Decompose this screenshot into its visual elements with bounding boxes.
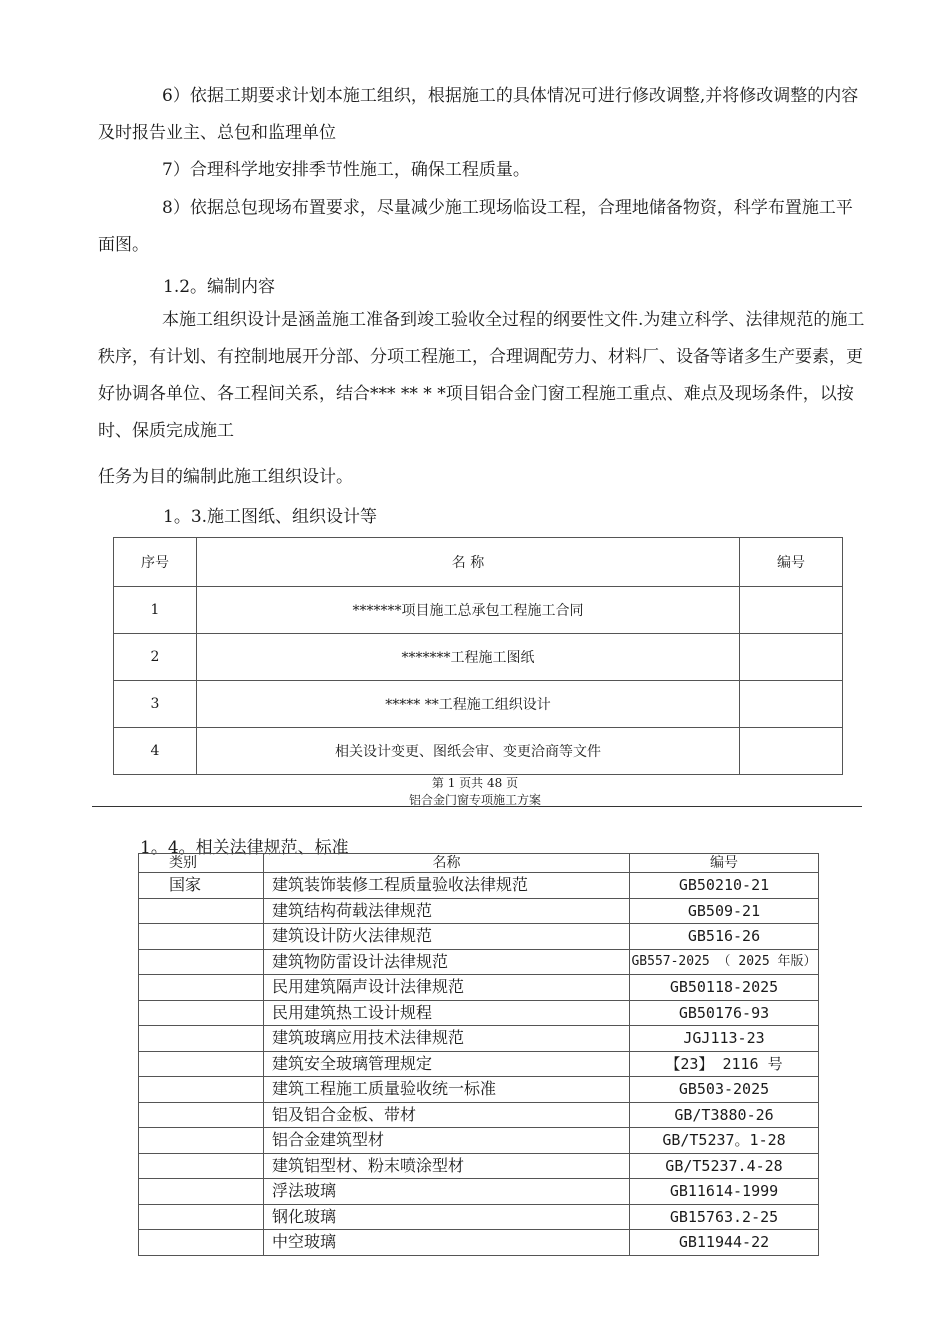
row-name: 民用建筑隔声设计法律规范	[264, 975, 630, 1001]
table-row	[139, 924, 819, 950]
row-name: 民用建筑热工设计规程	[264, 1000, 630, 1026]
row-category	[139, 898, 264, 924]
table-row	[139, 1077, 819, 1103]
table-row	[139, 1026, 819, 1052]
header-code: 编号	[630, 854, 819, 873]
section-body-1-2: 本施工组织设计是涵盖施工准备到竣工验收全过程的纲要性文件.为建立科学、法律规范的施工秩序，有计划、有控制地展开分部、分项工程施工，合理调配劳力、材料厂、设备等诸多生产要素，更好协调各单位、各工程间关系，结合*** ** * *项目铝合金门窗工程施工重点、难点及现场条件，以按时、保质完成施工	[98, 310, 865, 441]
table-row	[139, 1153, 819, 1179]
table-header-row	[139, 854, 819, 873]
row-code: GB509-21	[630, 898, 819, 924]
document-title-footer: 铝合金门窗专项施工方案	[408, 793, 541, 807]
row-serial: 1	[114, 587, 197, 634]
paragraph-7: 7）合理科学地安排季节性施工，确保工程质量。	[162, 160, 530, 180]
table-row	[114, 587, 843, 634]
row-name: *******工程施工图纸	[197, 634, 740, 681]
row-code	[740, 728, 843, 775]
row-category	[139, 924, 264, 950]
row-category	[139, 975, 264, 1001]
row-code: GB11944-22	[630, 1230, 819, 1256]
header-category: 类别	[139, 854, 264, 873]
row-code: GB/T5237。1-28	[630, 1128, 819, 1154]
row-code: JGJ113-23	[630, 1026, 819, 1052]
table-row	[139, 898, 819, 924]
table-header-row	[114, 538, 843, 587]
paragraph-8: 8）依据总包现场布置要求，尽量减少施工现场临设工程，合理地储备物资，科学布置施工平面图。	[98, 198, 853, 255]
section-heading-1-4: 1。4。相关法律规范、标准	[140, 838, 349, 858]
row-code: GB15763.2-25	[630, 1204, 819, 1230]
row-category	[139, 1051, 264, 1077]
row-name: ***** **工程施工组织设计	[197, 681, 740, 728]
row-serial: 2	[114, 634, 197, 681]
row-name: 建筑结构荷载法律规范	[264, 898, 630, 924]
row-category	[139, 1230, 264, 1256]
row-name: 建筑安全玻璃管理规定	[264, 1051, 630, 1077]
paragraph-6: 6）依据工期要求计划本施工组织，根据施工的具体情况可进行修改调整,并将修改调整的内容及时报告业主、总包和监理单位	[98, 86, 859, 143]
drawings-table	[113, 537, 843, 775]
row-name: 建筑装饰装修工程质量验收法律规范	[264, 873, 630, 899]
row-name: 建筑设计防火法律规范	[264, 924, 630, 950]
row-name: *******项目施工总承包工程施工合同	[197, 587, 740, 634]
row-name: 中空玻璃	[264, 1230, 630, 1256]
table-row	[139, 949, 819, 975]
row-code: GB/T5237.4-28	[630, 1153, 819, 1179]
section-heading-1-3: 1。3.施工图纸、组织设计等	[163, 507, 378, 527]
table-row	[139, 1051, 819, 1077]
row-code: GB516-26	[630, 924, 819, 950]
row-serial: 3	[114, 681, 197, 728]
footer-divider	[92, 806, 862, 807]
table-row	[139, 1128, 819, 1154]
row-category	[139, 949, 264, 975]
row-category	[139, 1204, 264, 1230]
header-serial: 序号	[114, 538, 197, 587]
row-category	[139, 1179, 264, 1205]
row-code: GB503-2025	[630, 1077, 819, 1103]
row-code: GB11614-1999	[630, 1179, 819, 1205]
row-name: 铝合金建筑型材	[264, 1128, 630, 1154]
row-code: GB50176-93	[630, 1000, 819, 1026]
row-name: 建筑铝型材、粉末喷涂型材	[264, 1153, 630, 1179]
row-code	[740, 681, 843, 728]
table-row	[139, 1179, 819, 1205]
row-code	[740, 587, 843, 634]
table-row	[139, 1102, 819, 1128]
table-row	[139, 1230, 819, 1256]
row-category	[139, 1153, 264, 1179]
row-category	[139, 1077, 264, 1103]
row-name: 相关设计变更、图纸会审、变更洽商等文件	[197, 728, 740, 775]
row-name: 铝及铝合金板、带材	[264, 1102, 630, 1128]
header-name: 名称	[264, 854, 630, 873]
row-name: 建筑物防雷设计法律规范	[264, 949, 630, 975]
row-category: 国家	[139, 873, 264, 899]
table-row	[139, 1000, 819, 1026]
standards-table	[138, 853, 819, 1256]
header-name: 名 称	[197, 538, 740, 587]
table-row	[114, 634, 843, 681]
row-code: GB50118-2025	[630, 975, 819, 1001]
header-code: 编号	[740, 538, 843, 587]
row-name: 建筑玻璃应用技术法律规范	[264, 1026, 630, 1052]
row-category	[139, 1128, 264, 1154]
row-category	[139, 1000, 264, 1026]
table-row	[139, 1204, 819, 1230]
row-name: 浮法玻璃	[264, 1179, 630, 1205]
table-row	[114, 681, 843, 728]
table-row	[139, 873, 819, 899]
row-code: 【23】 2116 号	[630, 1051, 819, 1077]
row-serial: 4	[114, 728, 197, 775]
row-code: GB50210-21	[630, 873, 819, 899]
row-category	[139, 1026, 264, 1052]
section-heading-1-2: 1.2。编制内容	[163, 277, 276, 297]
row-name: 钢化玻璃	[264, 1204, 630, 1230]
section-body-1-2-continued: 任务为目的编制此施工组织设计。	[98, 467, 353, 487]
page-number: 第 1 页共 48 页	[431, 776, 519, 790]
row-code: GB557-2025 （ 2025 年版）	[630, 949, 819, 975]
row-code: GB/T3880-26	[630, 1102, 819, 1128]
row-category	[139, 1102, 264, 1128]
table-row	[114, 728, 843, 775]
row-name: 建筑工程施工质量验收统一标准	[264, 1077, 630, 1103]
table-row	[139, 975, 819, 1001]
row-code	[740, 634, 843, 681]
